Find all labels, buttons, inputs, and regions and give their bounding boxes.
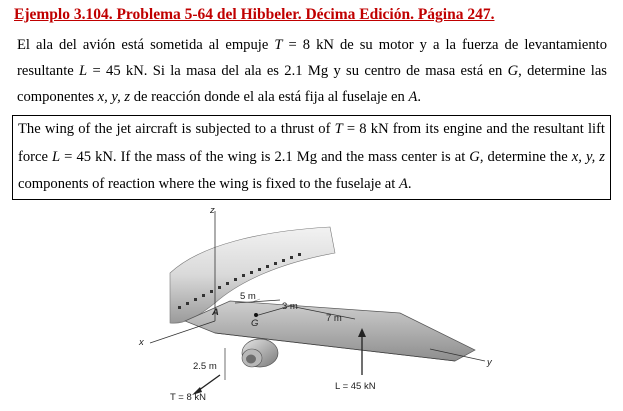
point-g-label: G (251, 318, 259, 329)
page-title: Ejemplo 3.104. Problema 5-64 del Hibbeler. Décima Edición. Página 247. (14, 6, 495, 23)
es-var-T: T (274, 37, 283, 53)
dimension-7m: 7 m (326, 313, 342, 324)
engine (242, 339, 278, 367)
es-text-5: de reacción donde el ala está fija al fuselaje en (130, 89, 409, 105)
en-text-5: components of reaction where the wing is fixed to the fuselaje at (18, 176, 399, 192)
y-axis-label: y (487, 357, 492, 368)
en-text-6: . (407, 176, 412, 192)
english-statement (18, 116, 605, 199)
thrust-label: T = 8 kN (170, 392, 206, 403)
dimension-3m: 3 m (282, 301, 298, 312)
point-a-label: A (212, 307, 219, 318)
wing-diagram (130, 203, 510, 406)
es-text-3: = 45 kN. Si la masa del ala es 2.1 Mg y su centro de masa está en (87, 63, 508, 79)
dimension-5m: 5 m (240, 291, 256, 302)
es-text-1: El ala del avión está sometida al empuje (17, 37, 275, 53)
en-var-L: L (52, 148, 61, 165)
en-var-A: A (398, 176, 408, 192)
es-text-4: , determine las componentes (17, 63, 607, 105)
english-statement-box (12, 115, 611, 200)
spanish-statement (17, 32, 607, 110)
en-text-3: = 45 kN. If the mass of the wing is 2.1 Mg and the mass center is at (60, 148, 470, 165)
z-axis-label: z (210, 205, 215, 216)
wing-figure (130, 203, 510, 406)
en-text-4: , determine the (479, 148, 572, 165)
es-var-xyz: x, y, z (97, 89, 131, 105)
wing (185, 301, 475, 361)
lift-label: L = 45 kN (335, 381, 376, 392)
dimension-2-5m: 2.5 m (193, 361, 217, 372)
x-axis-label: x (139, 337, 144, 348)
es-text-2: = 8 kN de su motor y a la fuerza de levantamiento resultante (17, 37, 607, 79)
en-var-xyz: x, y, z (571, 148, 605, 165)
es-text-6: . (417, 89, 422, 105)
en-var-G: G (469, 148, 480, 165)
es-var-G: G (507, 63, 519, 79)
es-var-L: L (79, 63, 88, 79)
es-var-A: A (408, 89, 418, 105)
en-text-1: The wing of the jet aircraft is subjected to a thrust of (18, 121, 335, 137)
en-var-T: T (334, 121, 343, 137)
en-text-2: = 8 kN from its engine and the resultant lift force (18, 121, 605, 165)
